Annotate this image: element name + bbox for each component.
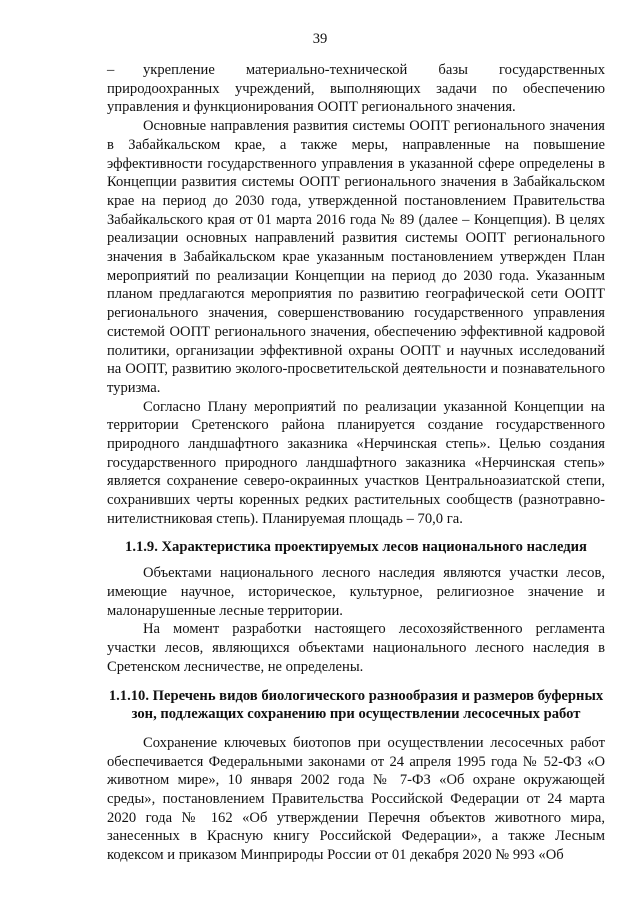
bullet-paragraph: [107, 61, 605, 117]
section-heading-1-1-9: 1.1.9. Характеристика проектируемых лесов национального наследия: [125, 538, 587, 555]
section-heading-1-1-10: 1.1.10. Перечень видов биологического разнообразия и размеров буферных зон, подлежащих сохранению при осуществлении лесосечных работ: [108, 687, 604, 723]
paragraph-heritage-status: На момент разработки настоящего лесохозяйственного регламента участки лесов, являющихся объектами национального лесного наследия в Сретенском лесничестве, не определены.: [107, 621, 605, 675]
paragraph-heritage-objects: Объектами национального лесного наследия являются участки лесов, имеющие научное, историческое, культурное, религиозное значение и малонарушенные лесные территории.: [107, 565, 605, 619]
paragraph-nerchinsk-steppe: Согласно Плану мероприятий по реализации указанной Концепции на территории Сретенского района планируется создание государственного природного ландшафтного заказника «Нерчинская степь». Целью создания государственного природного ландшафтного заказника «Нерчинская степь» является сохранение северо-окраинных участков Центральноазиатской степи, сохранивших черты коренных редких растительных сообществ (разнотравно-нителистниковая степь). Планируемая площадь – 70,0 га.: [107, 398, 605, 527]
paragraph-biotopes: Сохранение ключевых биотопов при осуществлении лесосечных работ обеспечивается Федеральными законами от 24 апреля 1995 года № 52-ФЗ «О животном мире», 10 января 2002 года № 7-ФЗ «Об охране окружающей среды», постановлением Правительства Российской Федерации от 24 марта 2020 года № 162 «Об утверждении Перечня объектов животного мира, занесенных в Красную книгу Российской Федерации», а также Лесным кодексом и приказом Минприроды России от 01 декабря 2020 № 993 «Об: [107, 734, 605, 864]
paragraph-concept: Основные направления развития системы ООПТ регионального значения в Забайкальском крае, а также меры, направленные на повышение эффективности государственного управления в указанной сфере определены в Концепции развития системы ООПТ регионального значения в Забайкальском крае на период до 2030 года, утвержденной постановлением Правительства Забайкальского края от 01 марта 2016 года № 89 (далее – Концепция). В целях реализации основных направлений развития системы ООПТ регионального значения в Забайкальском крае указанным постановлением утвержден План мероприятий по реализации Концепции на период до 2030 года. Указанным планом предлагаются мероприятия по развитию географической сети ООПТ регионального значения, совершенствованию государственного управления системой ООПТ регионального значения, обеспечению эффективной кадровой политики, организации эффективной охраны ООПТ и научных исследований на ООПТ, развитию эколого-просветительской деятельности и познавательного туризма.: [107, 118, 605, 396]
document-body: [107, 61, 605, 865]
dash-marker: –: [107, 62, 115, 78]
page-number: 39: [312, 31, 328, 47]
bullet-text: укрепление материально-технической базы государственных природоохранных учреждений, выполняющих задачи по обеспечению управления и функционирования ООПТ регионального значения.: [107, 62, 605, 116]
